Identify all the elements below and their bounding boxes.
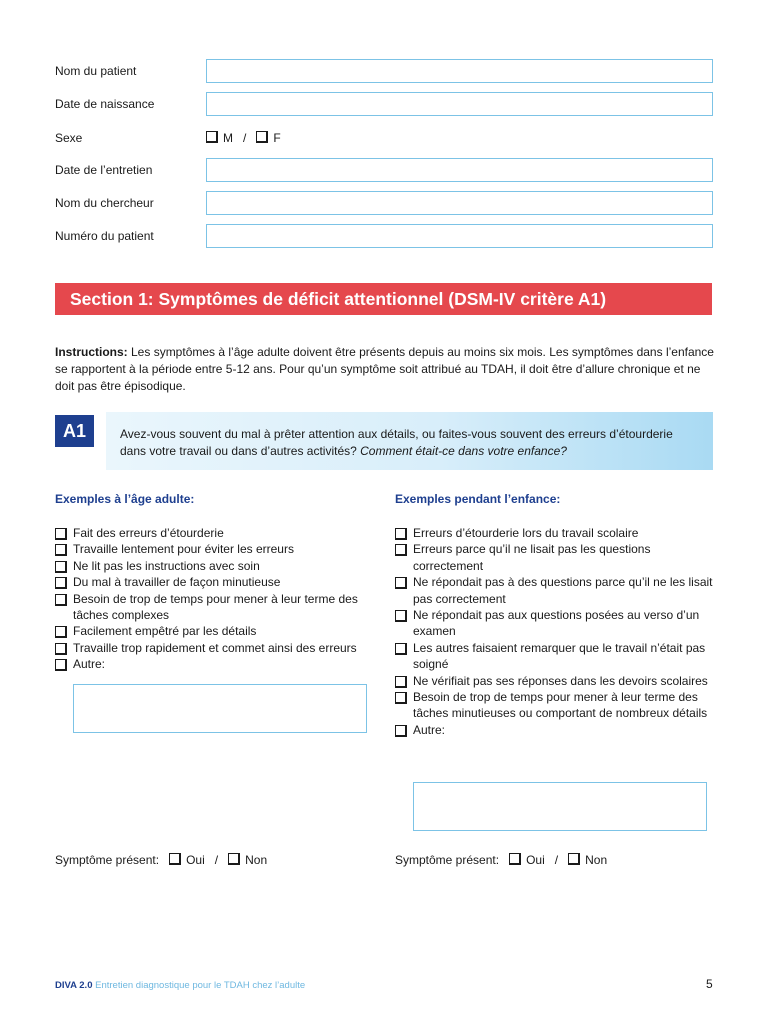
childhood-no-checkbox[interactable] <box>568 853 580 865</box>
list-item-label: Ne lit pas les instructions avec soin <box>73 558 260 573</box>
patient-number-label: Numéro du patient <box>55 229 154 243</box>
list-item[interactable] <box>395 640 717 673</box>
childhood-present-sep: / <box>554 853 559 867</box>
list-item[interactable] <box>395 722 717 738</box>
childhood-yes-checkbox[interactable] <box>509 853 521 865</box>
adult-heading: Exemples à l’âge adulte: <box>55 492 195 506</box>
adult-no-label: Non <box>245 853 268 867</box>
childhood-symptom-present <box>395 853 607 867</box>
interview-date-label: Date de l’entretien <box>55 163 153 177</box>
checkbox-icon[interactable] <box>55 561 67 573</box>
list-item[interactable] <box>55 656 375 672</box>
sex-m-label: M <box>223 131 233 145</box>
list-item[interactable] <box>55 640 375 656</box>
list-item[interactable] <box>55 541 375 557</box>
instructions-text: Les symptômes à l’âge adulte doivent être présents depuis au moins six mois. Les symptômes dans l’enfance se rapportent à la période entre 5-12 ans. Pour qu’un symptôme soit attribué au TDAH, il doit être d’allure chronique et ne doit pas être épisodique. <box>55 345 714 393</box>
adult-present-sep: / <box>214 853 219 867</box>
checkbox-icon[interactable] <box>395 610 407 622</box>
checkbox-icon[interactable] <box>395 577 407 589</box>
checkbox-icon[interactable] <box>55 594 67 606</box>
question-italic: Comment était-ce dans votre enfance? <box>360 444 567 458</box>
list-item[interactable] <box>55 591 375 624</box>
footer <box>55 980 305 991</box>
list-item-label: Ne répondait pas à des questions parce qu’il ne les lisait pas correctement <box>413 575 713 606</box>
researcher-label: Nom du chercheur <box>55 196 154 210</box>
childhood-heading: Exemples pendant l’enfance: <box>395 492 561 506</box>
list-item[interactable] <box>55 574 375 590</box>
sex-f-checkbox[interactable] <box>256 131 268 143</box>
birth-date-field[interactable] <box>206 92 713 116</box>
list-item[interactable] <box>55 558 375 574</box>
interview-date-field[interactable] <box>206 158 713 182</box>
criterion-question <box>106 412 713 470</box>
checkbox-icon[interactable] <box>395 676 407 688</box>
section-title: Section 1: Symptômes de déficit attentionnel (DSM-IV critère A1) <box>55 283 712 315</box>
childhood-list <box>395 525 717 738</box>
list-item-label: Ne vérifiait pas ses réponses dans les devoirs scolaires <box>413 673 708 688</box>
childhood-other-field[interactable] <box>413 782 707 831</box>
page-number: 5 <box>706 977 713 991</box>
list-item[interactable] <box>395 673 717 689</box>
checkbox-icon[interactable] <box>55 659 67 671</box>
checkbox-icon[interactable] <box>395 692 407 704</box>
sex-m-checkbox[interactable] <box>206 131 218 143</box>
checkbox-icon[interactable] <box>55 544 67 556</box>
researcher-field[interactable] <box>206 191 713 215</box>
checkbox-icon[interactable] <box>395 725 407 737</box>
list-item-label: Fait des erreurs d’étourderie <box>73 526 224 540</box>
list-item[interactable] <box>395 525 717 541</box>
adult-no-checkbox[interactable] <box>228 853 240 865</box>
adult-yes-checkbox[interactable] <box>169 853 181 865</box>
list-item-label: Travaille lentement pour éviter les erreurs <box>73 542 294 557</box>
question-text: Avez-vous souvent du mal à prêter attention aux détails, ou faites-vous souvent des erreurs d’étourderie dans votre travail ou dans d’autres activités? <box>120 427 673 458</box>
list-item-label: Erreurs parce qu’il ne lisait pas les questions correctement <box>413 542 651 573</box>
checkbox-icon[interactable] <box>395 528 407 540</box>
list-item-label: Erreurs d’étourderie lors du travail scolaire <box>413 526 639 540</box>
birth-date-label: Date de naissance <box>55 97 155 111</box>
list-item-label: Besoin de trop de temps pour mener à leur terme des tâches minutieuses ou comportant de nombreux détails <box>413 690 708 721</box>
sex-f-label: F <box>273 131 281 145</box>
checkbox-icon[interactable] <box>55 577 67 589</box>
checkbox-icon[interactable] <box>395 643 407 655</box>
sex-label: Sexe <box>55 131 83 145</box>
list-item[interactable] <box>395 574 717 607</box>
patient-name-label: Nom du patient <box>55 64 137 78</box>
checkbox-icon[interactable] <box>55 626 67 638</box>
list-item-label: Du mal à travailler de façon minutieuse <box>73 575 281 590</box>
list-item-label: Besoin de trop de temps pour mener à leur terme des tâches complexes <box>73 591 358 623</box>
footer-description: Entretien diagnostique pour le TDAH chez l’adulte <box>92 980 306 991</box>
instructions-label: Instructions: <box>55 345 128 359</box>
adult-list <box>55 525 375 673</box>
adult-other-field[interactable] <box>73 684 367 733</box>
list-item-label: Facilement empêtré par les détails <box>73 624 257 639</box>
patient-name-field[interactable] <box>206 59 713 83</box>
childhood-no-label: Non <box>585 853 608 867</box>
list-item[interactable] <box>395 607 717 640</box>
footer-brand: DIVA 2.0 <box>55 980 93 991</box>
list-item-label: Ne répondait pas aux questions posées au verso d’un examen <box>413 608 700 639</box>
childhood-present-label: Symptôme présent: <box>395 853 500 867</box>
checkbox-icon[interactable] <box>55 528 67 540</box>
list-item[interactable] <box>395 541 717 574</box>
list-item-label: Autre: <box>413 722 446 737</box>
adult-present-label: Symptôme présent: <box>55 853 160 867</box>
list-item-label: Les autres faisaient remarquer que le travail n’était pas soigné <box>413 640 706 672</box>
sex-separator: / <box>243 131 247 145</box>
list-item[interactable] <box>55 525 375 541</box>
adult-yes-label: Oui <box>186 853 205 867</box>
sex-options <box>206 131 281 145</box>
list-item-label: Travaille trop rapidement et commet ainsi des erreurs <box>73 640 357 655</box>
list-item[interactable] <box>395 689 717 722</box>
list-item[interactable] <box>55 623 375 639</box>
list-item-label: Autre: <box>73 657 106 672</box>
criterion-badge: A1 <box>55 415 94 447</box>
instructions <box>55 344 715 395</box>
childhood-yes-label: Oui <box>526 853 545 867</box>
checkbox-icon[interactable] <box>55 643 67 655</box>
patient-number-field[interactable] <box>206 224 713 248</box>
adult-symptom-present <box>55 853 267 867</box>
checkbox-icon[interactable] <box>395 544 407 556</box>
